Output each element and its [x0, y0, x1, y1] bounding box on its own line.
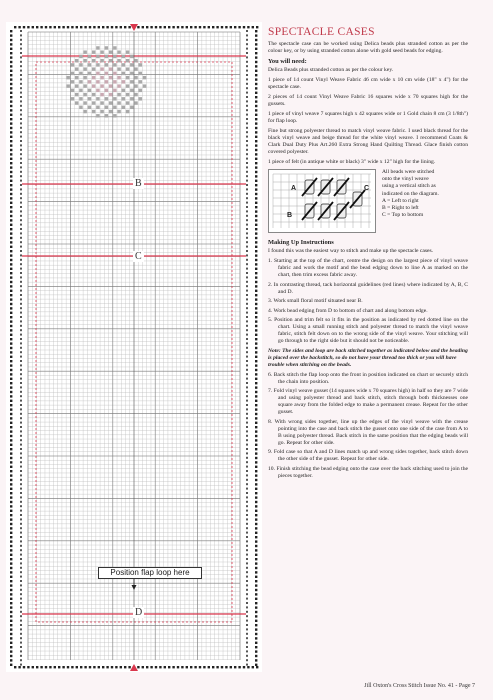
- bead-note-line: C = Top to bottom: [382, 212, 424, 219]
- intro-paragraph: The spectacle case can be worked using Delica beads plus stranded cotton as per the colour key, or by using stranded cotton alone with gold seed beads for edging.: [268, 41, 468, 54]
- step-item: 2. In contrasting thread, tack horizontal guidelines (red lines) where indicated by A, B, C and D.: [268, 281, 468, 295]
- making-up-intro: I found this was the easiest way to stitch and make up the spectacle cases.: [268, 248, 434, 254]
- bead-note-line: indicated on the diagram.: [382, 190, 439, 197]
- article-column: [268, 26, 468, 483]
- page-footer: Jill Oxton's Cross Stitch Issue No. 41 - Page 7: [364, 683, 475, 689]
- diagram-label-a: A: [291, 185, 297, 192]
- step-item: 7. Fold vinyl weave gusset (14 squares wide x 70 squares high) in half so they are 7 wide and using polyester thread and back stitch, stitch through both thicknesses one square away from the folded edge to make a permanent crease. Repeat for the other gusset.: [268, 388, 468, 416]
- bead-stitch-notes: [382, 169, 439, 233]
- step-item: 4. Work bead edging from D to bottom of chart and along bottom edge.: [268, 307, 428, 314]
- bead-note-line: All beads were stitched: [382, 169, 435, 175]
- need-item: 2 pieces of 14 count Vinyl Weave Fabric 16 squares wide x 70 squares high for the gussets.: [268, 94, 468, 107]
- bead-diagram-svg: [269, 170, 375, 232]
- step-item: 10. Finish stitching the bead edging onto the case over the back stitching used to join the pieces together.: [268, 465, 468, 479]
- chart-line-label-c: C: [135, 251, 142, 262]
- article-title: SPECTACLE CASES: [268, 26, 375, 38]
- diagram-label-b: B: [287, 212, 293, 219]
- chart-line-label-b: B: [135, 178, 142, 189]
- note-paragraph: Note: The sides and loop are back stitched together as indicated below and the beading is placed over the backstitch, so do not have your thread too thick or you will have trouble when stitching on the beads.: [268, 347, 468, 368]
- bead-stitch-section: [268, 169, 468, 233]
- bead-note-line: A = Left to right: [382, 197, 419, 204]
- step-item: 1. Starting at the top of the chart, centre the design on the largest piece of vinyl weave fabric and work the motif and the bead edging down to line A as marked on the chart, then trim excess fabric away.: [268, 258, 468, 278]
- steps-list: [268, 258, 468, 345]
- chart-line-label-d: D: [135, 607, 143, 618]
- bead-stitch-diagram: [268, 169, 376, 233]
- step-item: 8. With wrong sides together, line up the edges of the vinyl weave with the crease pointing into the case and back stitch the gusset onto one side of the case from A to B using polyester thread. Back stitch in the same position that the edging beads will go. Repeat for other side.: [268, 418, 468, 446]
- need-item: 1 piece of 14 count Vinyl Weave Fabric 46 cm wide x 10 cm wide (18" x 4") for the spectacle case.: [268, 77, 468, 90]
- flap-loop-label: Position flap loop here: [98, 567, 202, 579]
- bead-note-line: onto the vinyl weave: [382, 176, 429, 183]
- step-item: 3. Work small floral motif situated near B.: [268, 298, 363, 305]
- steps-list-continued: [268, 372, 468, 480]
- diagram-label-c: C: [364, 185, 370, 192]
- need-item: Fine but strong polyester thread to match vinyl weave fabric. I used black thread for the black vinyl weave and beige thread for the white vinyl weave. I recommend Coats & Clark Dual Duty Plus Art.260 Extra Strong Hand Quilting Thread. Glace finish cotton covered polyester.: [268, 128, 468, 155]
- step-item: 5. Position and trim felt so it fits in the position as indicated by red dotted line on the chart. Using a small running stitch and polyester thread to match the vinyl weave fabric, stitch felt down on to the wrong side of the vinyl weave. Your stitching will go through to the right side but it should not be noticeable.: [268, 317, 468, 345]
- you-will-need-heading: You will need:: [268, 58, 307, 65]
- need-item: 1 piece of vinyl weave 7 squares high x 42 squares wide or 1 Gold chain 8 cm (3 1/8th") for flap loop.: [268, 111, 468, 124]
- cross-stitch-chart: [6, 22, 262, 672]
- need-item: Delica Beads plus stranded cotton as per the colour key.: [268, 67, 394, 73]
- step-item: 6. Back stitch the flap loop onto the front in position indicated on chart or securely stitch the chain into position.: [268, 371, 468, 385]
- bead-note-line: using a vertical stitch as: [382, 183, 436, 190]
- making-up-heading: Making Up Instructions: [268, 239, 334, 246]
- need-item: 1 piece of felt (in antique white or black) 3" wide x 12" high for the lining.: [268, 159, 436, 165]
- step-item: 9. Fold case so that A and D lines match up and wrong sides together, back stitch down the other side of the gusset. Repeat for other side.: [268, 449, 468, 463]
- bead-note-line: B = Right to left: [382, 205, 419, 212]
